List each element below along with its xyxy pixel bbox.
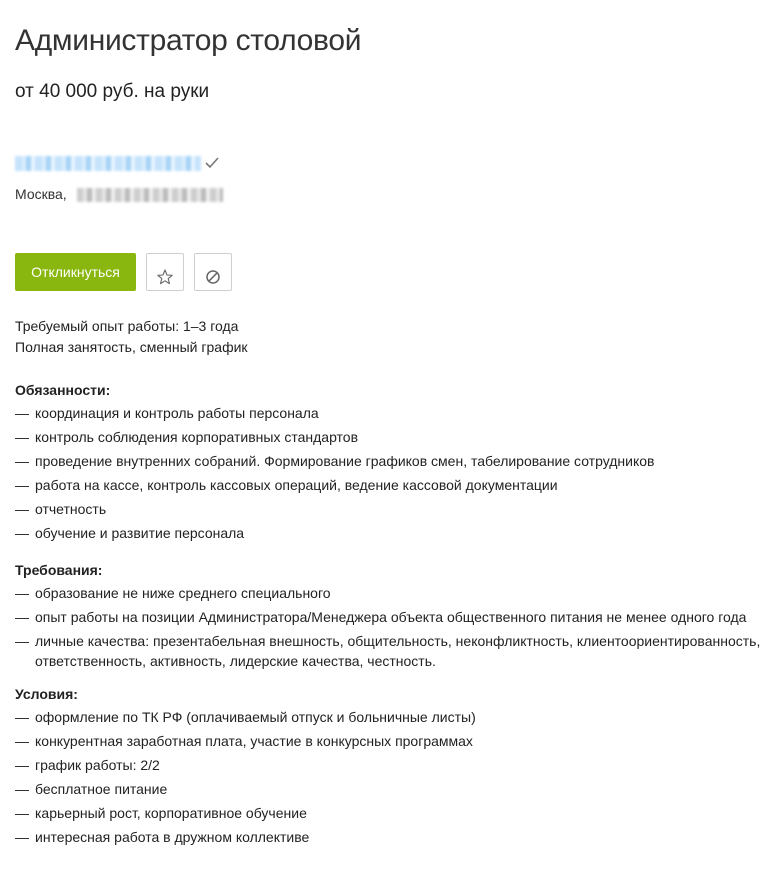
section-heading: Обязанности: xyxy=(15,382,111,398)
list-item-text: опыт работы на позиции Администратора/Менеджера объекта общественного питания не менее одного года xyxy=(35,609,747,625)
dash: — xyxy=(15,525,29,541)
dash: — xyxy=(15,829,29,845)
city: Москва, xyxy=(15,186,67,202)
list-item xyxy=(15,827,767,847)
list-item xyxy=(15,499,767,519)
list-item xyxy=(15,523,767,543)
salary: от 40 000 руб. на руки xyxy=(15,81,210,102)
list-item-text: личные качества: презентабельная внешность, общительность, неконфликтность, клиентоориентированность, ответственность, активность, лидерские качества, честность. xyxy=(35,633,761,669)
block-icon xyxy=(204,268,222,286)
favorite-button[interactable] xyxy=(146,253,184,291)
list-item-text: проведение внутренних собраний. Формирование графиков смен, табелирование сотрудников xyxy=(35,453,655,469)
experience: Требуемый опыт работы: 1–3 года xyxy=(15,318,239,334)
list-item-text: координация и контроль работы персонала xyxy=(35,405,319,421)
dash: — xyxy=(15,757,29,773)
dash: — xyxy=(15,501,29,517)
list-item-text: график работы: 2/2 xyxy=(35,757,160,773)
verified-check-icon xyxy=(203,153,221,171)
company-block xyxy=(15,153,235,175)
dash: — xyxy=(15,585,29,601)
section-heading: Условия: xyxy=(15,686,78,702)
list-item xyxy=(15,707,767,727)
dash: — xyxy=(15,633,29,649)
list-item xyxy=(15,427,767,447)
dash: — xyxy=(15,805,29,821)
list-item xyxy=(15,779,767,799)
list-item-text: интересная работа в дружном коллективе xyxy=(35,829,310,845)
dash: — xyxy=(15,405,29,421)
list-item-text: контроль соблюдения корпоративных стандартов xyxy=(35,429,359,445)
list-item xyxy=(15,755,767,775)
list-item-text: образование не ниже среднего специального xyxy=(35,585,331,601)
list-item xyxy=(15,607,767,627)
list-item-text: оформление по ТК РФ (оплачиваемый отпуск и больничные листы) xyxy=(35,709,476,725)
list-item xyxy=(15,403,767,423)
list-item-text: конкурентная заработная плата, участие в конкурсных программах xyxy=(35,733,473,749)
vacancy-meta xyxy=(15,316,248,358)
list-item-text: отчетность xyxy=(35,501,107,517)
vacancy-title: Администратор столовой xyxy=(15,24,362,57)
dash: — xyxy=(15,453,29,469)
address-redacted xyxy=(77,188,223,202)
section-duties xyxy=(15,381,767,543)
dash: — xyxy=(15,709,29,725)
dash: — xyxy=(15,477,29,493)
section-requirements xyxy=(15,561,767,671)
section-conditions xyxy=(15,685,767,847)
list-item-text: бесплатное питание xyxy=(35,781,168,797)
dash: — xyxy=(15,429,29,445)
list-item xyxy=(15,451,767,471)
list-item xyxy=(15,583,767,603)
list-item xyxy=(15,475,767,495)
schedule: Полная занятость, сменный график xyxy=(15,339,248,355)
star-icon xyxy=(156,268,174,286)
list-item xyxy=(15,731,767,751)
list-item xyxy=(15,631,767,671)
company-name-link[interactable] xyxy=(15,156,201,171)
list-item-text: работа на кассе, контроль кассовых операций, ведение кассовой документации xyxy=(35,477,558,493)
dash: — xyxy=(15,781,29,797)
dash: — xyxy=(15,733,29,749)
apply-button[interactable]: Откликнуться xyxy=(15,253,136,291)
list-item-text: карьерный рост, корпоративное обучение xyxy=(35,805,307,821)
list-item-text: обучение и развитие персонала xyxy=(35,525,245,541)
location xyxy=(15,186,67,202)
dash: — xyxy=(15,609,29,625)
section-heading: Требования: xyxy=(15,562,103,578)
list-item xyxy=(15,803,767,823)
hide-vacancy-button[interactable] xyxy=(194,253,232,291)
